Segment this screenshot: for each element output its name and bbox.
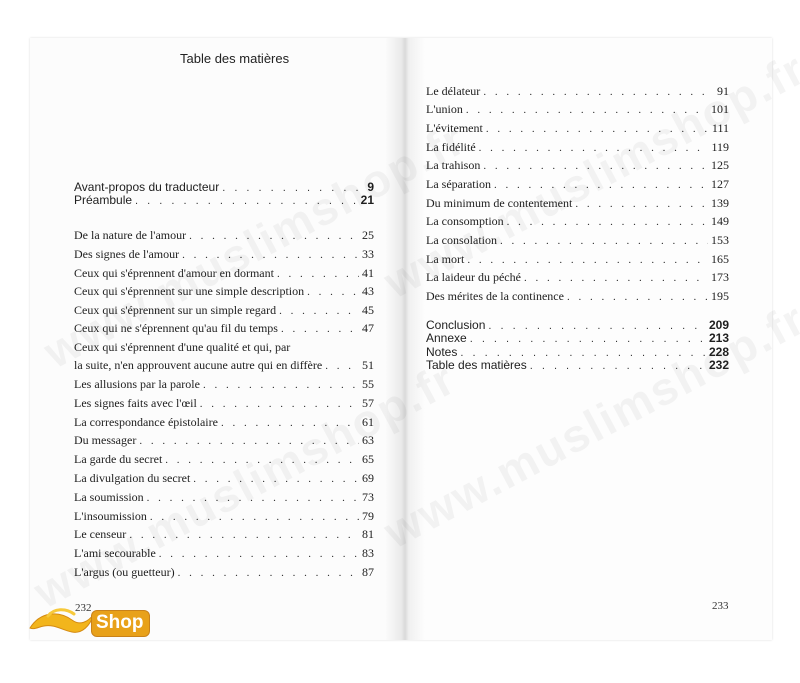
toc-entry-label: De la nature de l'amour	[74, 228, 187, 242]
leader-dots	[203, 378, 359, 392]
leader-dots	[165, 453, 359, 467]
toc-entry-page: 232	[708, 358, 729, 372]
toc-entry	[74, 527, 374, 542]
toc-entry-label: L'argus (ou guetteur)	[74, 565, 175, 579]
toc-entry-label: Des signes de l'amour	[74, 247, 180, 261]
leader-dots	[470, 332, 706, 346]
toc-entry	[426, 140, 729, 155]
leader-dots	[524, 271, 708, 285]
toc-entry-label: Des mérites de la continence	[426, 289, 564, 303]
toc-entry	[426, 358, 729, 373]
toc-entry	[74, 546, 374, 561]
toc-entry	[74, 565, 374, 580]
toc-entry-page: 63	[362, 433, 374, 447]
leader-dots	[277, 267, 359, 281]
leader-dots	[530, 359, 706, 373]
toc-entry	[74, 358, 374, 373]
toc-entry-page: 57	[362, 396, 374, 410]
toc-entry-label: Les signes faits avec l'œil	[74, 396, 197, 410]
toc-entry-page: 25	[362, 228, 374, 242]
toc-entry-page: 69	[362, 471, 374, 485]
leader-dots	[221, 416, 359, 430]
toc-entry-label: Le délateur	[426, 84, 481, 98]
toc-entry-page: 21	[360, 193, 374, 207]
toc-entry-label: Le censeur	[74, 527, 127, 541]
toc-entry	[74, 377, 374, 392]
leader-dots	[466, 103, 708, 117]
toc-entry	[426, 102, 729, 117]
leader-dots	[325, 359, 359, 373]
toc-entry-label: La laideur du péché	[426, 270, 521, 284]
toc-entry-label: La séparation	[426, 177, 491, 191]
leader-dots	[189, 229, 359, 243]
toc-entry	[74, 471, 374, 486]
leader-dots	[182, 248, 359, 262]
toc-entry-page: 43	[362, 284, 374, 298]
toc-entry	[426, 84, 729, 99]
toc-entry	[74, 490, 374, 505]
toc-entry	[74, 321, 374, 336]
toc-entry-label: La consolation	[426, 233, 497, 247]
toc-entry-label: L'ami secourable	[74, 546, 156, 560]
toc-entry-label: Ceux qui s'éprennent sur une simple description	[74, 284, 305, 298]
toc-entry	[426, 233, 729, 248]
leader-dots	[575, 197, 708, 211]
toc-entry-label: Avant-propos du traducteur	[74, 180, 220, 194]
leader-dots	[500, 234, 708, 248]
toc-entry-label: Ceux qui s'éprennent d'amour en dormant	[74, 266, 274, 280]
toc-entry-label: Annexe	[426, 331, 467, 345]
toc-entry-label: La soumission	[74, 490, 144, 504]
toc-entry	[426, 177, 729, 192]
leader-dots	[507, 215, 708, 229]
page-number: 233	[712, 600, 729, 612]
leader-dots	[483, 85, 714, 99]
toc-entry-label: La trahison	[426, 158, 481, 172]
toc-entry-page: 91	[717, 84, 729, 98]
toc-entry	[74, 284, 374, 299]
toc-entry-page: 83	[362, 546, 374, 560]
leader-dots	[150, 510, 359, 524]
toc-entry-label: L'insoumission	[74, 509, 147, 523]
toc-entry	[74, 193, 374, 208]
toc-entry-page: 51	[362, 358, 374, 372]
toc-entry-page: 87	[362, 565, 374, 579]
toc-entry-label-line: Ceux qui s'éprennent d'une qualité et qui, par	[74, 340, 291, 354]
toc-entry-label: La consomption	[426, 214, 504, 228]
leader-dots	[281, 322, 359, 336]
leader-dots	[129, 528, 359, 542]
toc-entry	[74, 247, 374, 262]
toc-entry-page: 101	[711, 102, 729, 116]
toc-entry	[426, 121, 729, 136]
toc-entry-page: 228	[708, 345, 729, 359]
toc-entry	[74, 266, 374, 281]
toc-entry-label: La divulgation du secret	[74, 471, 191, 485]
leader-dots	[139, 434, 359, 448]
toc-entry-page: 9	[367, 180, 374, 194]
toc-entry-label: Notes	[426, 345, 458, 359]
leader-dots	[479, 141, 709, 155]
toc-entry-label: La fidélité	[426, 140, 476, 154]
toc-entry-page: 213	[708, 331, 729, 345]
toc-entry-page: 125	[711, 158, 729, 172]
leader-dots	[307, 285, 359, 299]
toc-entry-page: 209	[708, 318, 729, 332]
leader-dots	[567, 290, 708, 304]
toc-entry-label: La correspondance épistolaire	[74, 415, 218, 429]
toc-entry-label: la suite, n'en approuvent aucune autre qui en diffère	[74, 358, 323, 372]
leader-dots	[467, 253, 708, 267]
toc-entry	[426, 214, 729, 229]
leader-dots	[279, 304, 359, 318]
shop-logo-text: Shop	[92, 611, 149, 636]
toc-entry	[426, 252, 729, 267]
toc-entry	[426, 289, 729, 304]
toc-entry-page: 127	[711, 177, 729, 191]
leader-dots	[494, 178, 708, 192]
toc-entry-page: 33	[362, 247, 374, 261]
leader-dots	[200, 397, 359, 411]
toc-entry-label: Ceux qui ne s'éprennent qu'au fil du temps	[74, 321, 278, 335]
toc-entry-page: 73	[362, 490, 374, 504]
toc-entry-page: 55	[362, 377, 374, 391]
toc-entry-label: Du messager	[74, 433, 137, 447]
toc-entry	[74, 228, 374, 243]
toc-entry-label: La mort	[426, 252, 465, 266]
toc-entry-page: 195	[711, 289, 729, 303]
toc-entry-page: 139	[711, 196, 729, 210]
toc-entry-label: Les allusions par la parole	[74, 377, 200, 391]
toc-entry-page: 173	[711, 270, 729, 284]
toc-entry-label: Préambule	[74, 193, 133, 207]
page-number: 232	[75, 602, 92, 614]
toc-entry-page: 149	[711, 214, 729, 228]
toc-entry-page: 81	[362, 527, 374, 541]
toc-entry-page: 119	[711, 140, 729, 154]
toc-entry-label: L'évitement	[426, 121, 483, 135]
toc-entry-label: Table des matières	[426, 358, 527, 372]
leader-dots	[483, 159, 708, 173]
page-title: Table des matières	[180, 51, 290, 66]
toc-entry	[426, 331, 729, 346]
toc-entry-page: 111	[711, 121, 729, 135]
leader-dots	[486, 122, 709, 136]
toc-entry-page: 153	[711, 233, 729, 247]
leader-dots	[178, 566, 359, 580]
toc-entry-page: 61	[362, 415, 374, 429]
leader-dots	[159, 547, 359, 561]
toc-entry	[74, 415, 374, 430]
toc-entry-label: Conclusion	[426, 318, 486, 332]
toc-entry-label: La garde du secret	[74, 452, 163, 466]
toc-entry	[74, 509, 374, 524]
toc-entry	[74, 303, 374, 318]
toc-entry-label: Du minimum de contentement	[426, 196, 573, 210]
toc-entry-label: L'union	[426, 102, 463, 116]
toc-entry	[426, 158, 729, 173]
toc-entry	[426, 270, 729, 285]
leader-dots	[147, 491, 359, 505]
toc-entry-page: 65	[362, 452, 374, 466]
toc-entry-page: 165	[711, 252, 729, 266]
leader-dots	[193, 472, 359, 486]
toc-entry	[74, 396, 374, 411]
toc-entry-page: 45	[362, 303, 374, 317]
toc-entry-page: 79	[362, 509, 374, 523]
toc-entry	[74, 452, 374, 467]
toc-entry-page: 47	[362, 321, 374, 335]
toc-entry-label: Ceux qui s'éprennent sur un simple regard	[74, 303, 277, 317]
toc-entry	[426, 196, 729, 211]
toc-entry	[74, 433, 374, 448]
toc-entry-page: 41	[362, 266, 374, 280]
leader-dots	[135, 194, 358, 208]
